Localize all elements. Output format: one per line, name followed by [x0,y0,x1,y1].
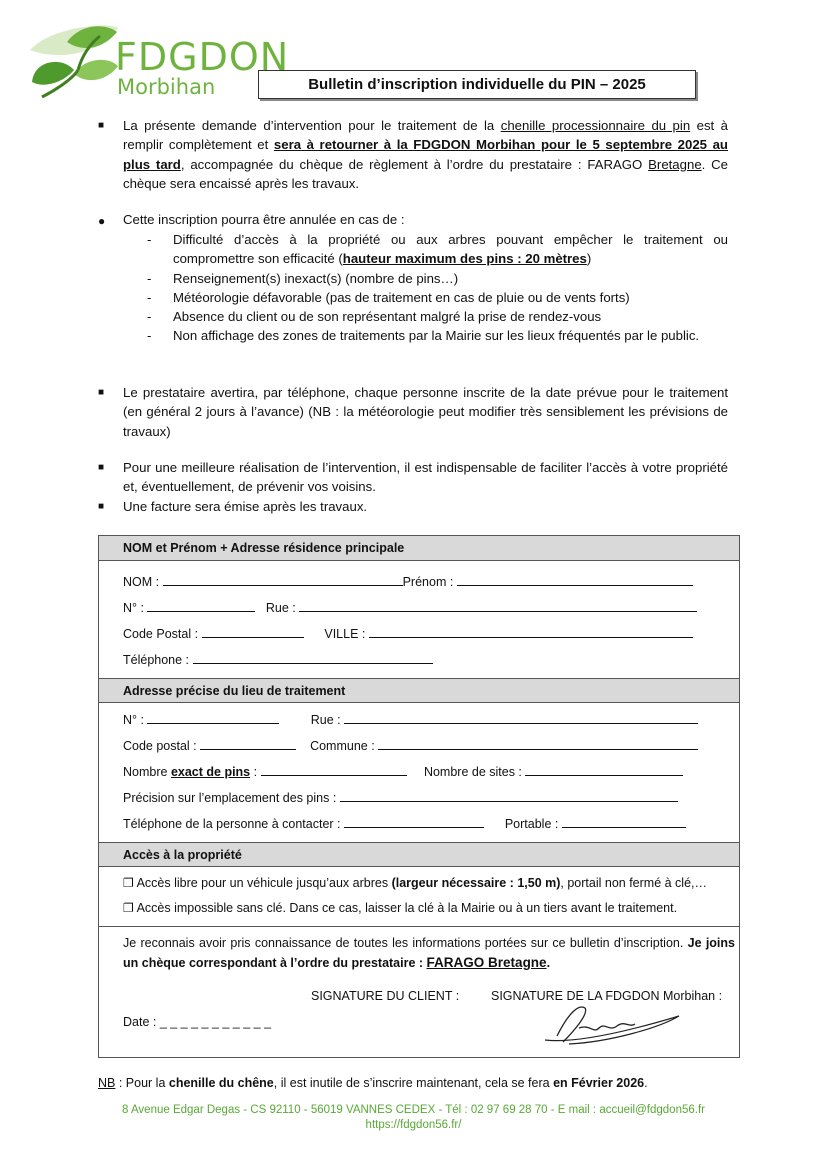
treatment-address-row: N° : Rue : [123,711,698,727]
section-header-treatment-address: Adresse précise du lieu de traitement [99,678,739,703]
footer-website-link[interactable]: https://fdgdon56.fr/ [365,1119,462,1131]
logo-title: FDGDON [115,35,290,79]
intro-paragraph-4: Pour une meilleure réalisation de l’intervention, il est indispensable de faciliter l’accès à votre propriété et, éventuellement, de prévenir vos voisins. [123,460,728,495]
date-field[interactable]: Date : _ _ _ _ _ _ _ _ _ _ _ [123,1015,272,1029]
rue-field[interactable] [299,599,697,612]
intro-paragraph-1: La présente demande d’intervention pour le traitement de la chenille processionnaire du pin est à remplir complètement et sera à retourner à la FDGDON Morbihan pour le 5 septembre 2025 au plus tard, accompagnée du chèque de règlement à l’ordre du prestataire : FARAGO Bretagne. Ce chèque sera encaissé après les travaux. [123,118,729,191]
intro-paragraph-5: Une facture sera émise après les travaux. [123,499,368,514]
pine-count-field[interactable] [261,763,407,776]
section-header-access: Accès à la propriété [99,842,739,867]
phone-row: Téléphone : [123,651,433,667]
square-bullet-icon: ■ [98,387,105,398]
leaf-logo-icon [22,22,122,112]
registration-form [98,535,740,1058]
precision-row: Précision sur l’emplacement des pins : [123,789,678,805]
access-option-free[interactable]: ❐ Accès libre pour un véhicule jusqu’aux arbres (largeur nécessaire : 1,50 m), portail non fermé à clé,… [123,876,708,890]
contact-row: Téléphone de la personne à contacter : Portable : [123,815,686,831]
section-divider [99,926,739,927]
access-option-key[interactable]: ❐ Accès impossible sans clé. Dans ce cas, laisser la clé à la Mairie ou à un tiers avant le traitement. [123,901,678,915]
code-postal-field[interactable] [202,625,304,638]
fdgdon-signature-label: SIGNATURE DE LA FDGDON Morbihan : [491,989,723,1003]
footer-address: 8 Avenue Edgar Degas - CS 92110 - 56019 VANNES CEDEX - Tél : 02 97 69 28 70 - E mail : accueil@fdgdon56.fr [122,1104,705,1116]
intro-paragraph-3: Le prestataire avertira, par téléphone, chaque personne inscrite de la date prévue pour le traitement (en général 2 jours à l’avance) (NB : la météorologie peut modifier très sensiblement les prévisions de travaux) [123,385,728,439]
logo-subtitle: Morbihan [117,75,216,99]
nom-row: NOM : Prénom : [123,573,693,589]
treatment-code-postal-field[interactable] [200,737,296,750]
pine-count-row: Nombre exact de pins : Nombre de sites : [123,763,683,779]
square-bullet-icon: ■ [98,501,105,512]
telephone-field[interactable] [193,651,433,664]
sites-count-field[interactable] [525,763,683,776]
fdgdon-signature-icon [539,998,689,1048]
contact-phone-field[interactable] [344,815,484,828]
fdgdon-logo [22,22,290,112]
cancellation-list [147,230,728,346]
portable-field[interactable] [562,815,686,828]
cancellation-intro: Cette inscription pourra être annulée en cas de : [123,212,405,227]
section-header-identity: NOM et Prénom + Adresse résidence principale [99,536,739,561]
precision-field[interactable] [340,789,678,802]
treatment-rue-field[interactable] [344,711,698,724]
ville-field[interactable] [369,625,693,638]
list-item: - Absence du client ou de son représentant malgré la prise de rendez-vous [147,307,728,326]
oak-caterpillar-note: NB : Pour la chenille du chêne, il est inutile de s’inscrire maintenant, cela se fera en Février 2026. [98,1076,648,1090]
nom-field[interactable] [163,573,403,586]
prenom-field[interactable] [457,573,693,586]
list-item: - Difficulté d’accès à la propriété ou aux arbres pouvant empêcher le traitement ou compromettre son efficacité (hauteur maximum des pins : 20 mètres) [147,230,728,269]
list-item: - Non affichage des zones de traitements par la Mairie sur les lieux fréquentés par le public. [147,326,728,345]
list-item: - Renseignement(s) inexact(s) (nombre de pins…) [147,269,728,288]
treatment-numero-field[interactable] [147,711,279,724]
city-row: Code Postal : VILLE : [123,625,693,641]
round-bullet-icon: ● [98,214,106,228]
treatment-city-row: Code postal : Commune : [123,737,698,753]
page-title: Bulletin d’inscription individuelle du PIN – 2025 [258,70,696,99]
acknowledgement-text: Je reconnais avoir pris connaissance de toutes les informations portées sur ce bulletin d’inscription. Je joins un chèque correspondant à l’ordre du prestataire : FARAGO Bretagne. [123,936,735,970]
checkbox-icon[interactable]: ❐ [123,901,134,915]
square-bullet-icon: ■ [98,462,105,473]
address-row: N° : Rue : [123,599,697,615]
numero-field[interactable] [147,599,255,612]
commune-field[interactable] [378,737,698,750]
list-item: - Météorologie défavorable (pas de traitement en cas de pluie ou de vents forts) [147,288,728,307]
square-bullet-icon: ■ [98,120,105,131]
checkbox-icon[interactable]: ❐ [123,876,134,890]
client-signature-label: SIGNATURE DU CLIENT : [311,989,460,1003]
